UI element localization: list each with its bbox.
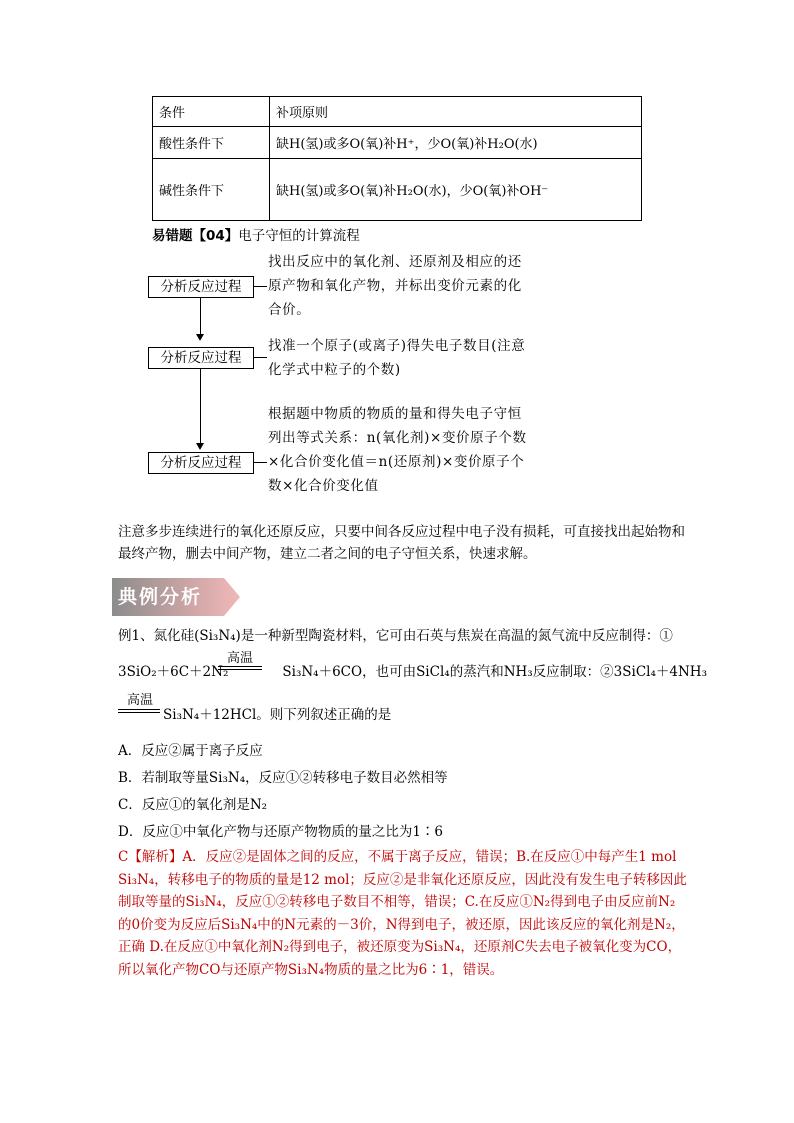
eq2-condition: 高温 (127, 693, 154, 708)
table-header-condition: 条件 (153, 97, 270, 127)
equation-1 (118, 660, 707, 680)
answer-analysis: C【解析】A．反应②是固体之间的反应，不属于离子反应，错误；B.在反应①中每产生1 mol Si₃N₄，转移电子的物质的量是12 mol；反应②是非氧化还原反应，因此没有发生电子转移因此制取等量的Si₃N₄，反应①②转移电子数目不相等，错误；C.在反应①N₂得到电子由反应前N₂的0价变为反应后Si₃N₄中的N元素的－3价，N得到电子，被还原，因此该反应的氧化剂是N₂，正确 D.在反应①中氧化剂N₂得到电子，被还原变为Si₃N₄，还原剂C失去电子被氧化变为CO，所以氧化产物CO与还原产物Si₃N₄物质的量之比为6∶1，错误。 (118, 849, 687, 978)
table-cell-principle: 缺H(氢)或多O(氧)补H⁺，少O(氧)补H₂O(水) (270, 127, 642, 159)
table-cell-principle: 缺H(氢)或多O(氧)补H₂O(水)，少O(氧)补OH⁻ (270, 159, 642, 221)
eq2-bar-bottom (118, 712, 160, 713)
flow-connector-1 (253, 286, 267, 287)
flow-box-2: 分析反应过程 (148, 347, 254, 369)
flow-arrow-line-2 (200, 369, 201, 443)
banner-title: 典例分析 (118, 586, 203, 608)
eq1-bar-bottom (218, 669, 262, 670)
arrow-down-icon (196, 334, 204, 341)
eq1-left: 3SiO₂＋6C＋2N₂ (118, 664, 229, 680)
table-row (153, 127, 642, 159)
arrow-down-icon (196, 443, 204, 450)
flow-box-3: 分析反应过程 (148, 452, 254, 474)
note-paragraph: 注意多步连续进行的氧化还原反应，只要中间各反应过程中电子没有损耗，可直接找出起始物和最终产物，删去中间产物，建立二者之间的电子守恒关系，快速求解。 (118, 524, 685, 562)
table-cell-condition: 碱性条件下 (153, 159, 270, 221)
flow-arrow-line-1 (200, 298, 201, 334)
option-a: A．反应②属于离子反应 (118, 743, 263, 759)
eq1-condition: 高温 (227, 651, 254, 666)
table-header-row (153, 97, 642, 127)
option-d: D．反应①中氧化产物与还原产物物质的量之比为1∶6 (118, 824, 444, 840)
flow-connector-2 (253, 357, 267, 358)
eq2-right: Si₃N₄＋12HCl。则下列叙述正确的是 (163, 707, 392, 723)
section-prefix: 易错题【04】 (152, 228, 239, 244)
example-intro: 例1、氮化硅(Si₃N₄)是一种新型陶瓷材料，它可由石英与焦炭在高温的氮气流中反应制得：① (118, 628, 673, 644)
eq1-right: Si₃N₄＋6CO，也可由SiCl₄的蒸汽和NH₃反应制取：②3SiCl₄＋4NH₃ (282, 664, 707, 680)
eq1-bar-top (218, 666, 262, 667)
option-c: C．反应①的氧化剂是N₂ (118, 797, 268, 813)
table-header-principle: 补项原则 (270, 97, 642, 127)
eq2-bar-top (118, 709, 160, 710)
section-title: 电子守恒的计算流程 (238, 228, 360, 244)
flow-text-1: 找出反应中的氧化剂、还原剂及相应的还原产物和氧化产物，并标出变价元素的化合价。 (268, 254, 522, 318)
flow-box-1: 分析反应过程 (148, 276, 254, 298)
flow-connector-3 (253, 462, 267, 463)
table-row (153, 159, 642, 221)
flow-text-2: 找准一个原子(或离子)得失电子数目(注意化学式中粒子的个数) (268, 338, 526, 378)
redox-rules-table (152, 96, 642, 221)
section-heading (152, 224, 360, 244)
flow-text-3: 根据题中物质的物质的量和得失电子守恒列出等式关系：n(氧化剂)×变价原子个数×化合价变化值＝n(还原剂)×变价原子个数×化合价变化值 (268, 406, 527, 494)
table-cell-condition: 酸性条件下 (153, 127, 270, 159)
option-b: B．若制取等量Si₃N₄，反应①②转移电子数目必然相等 (118, 770, 448, 786)
